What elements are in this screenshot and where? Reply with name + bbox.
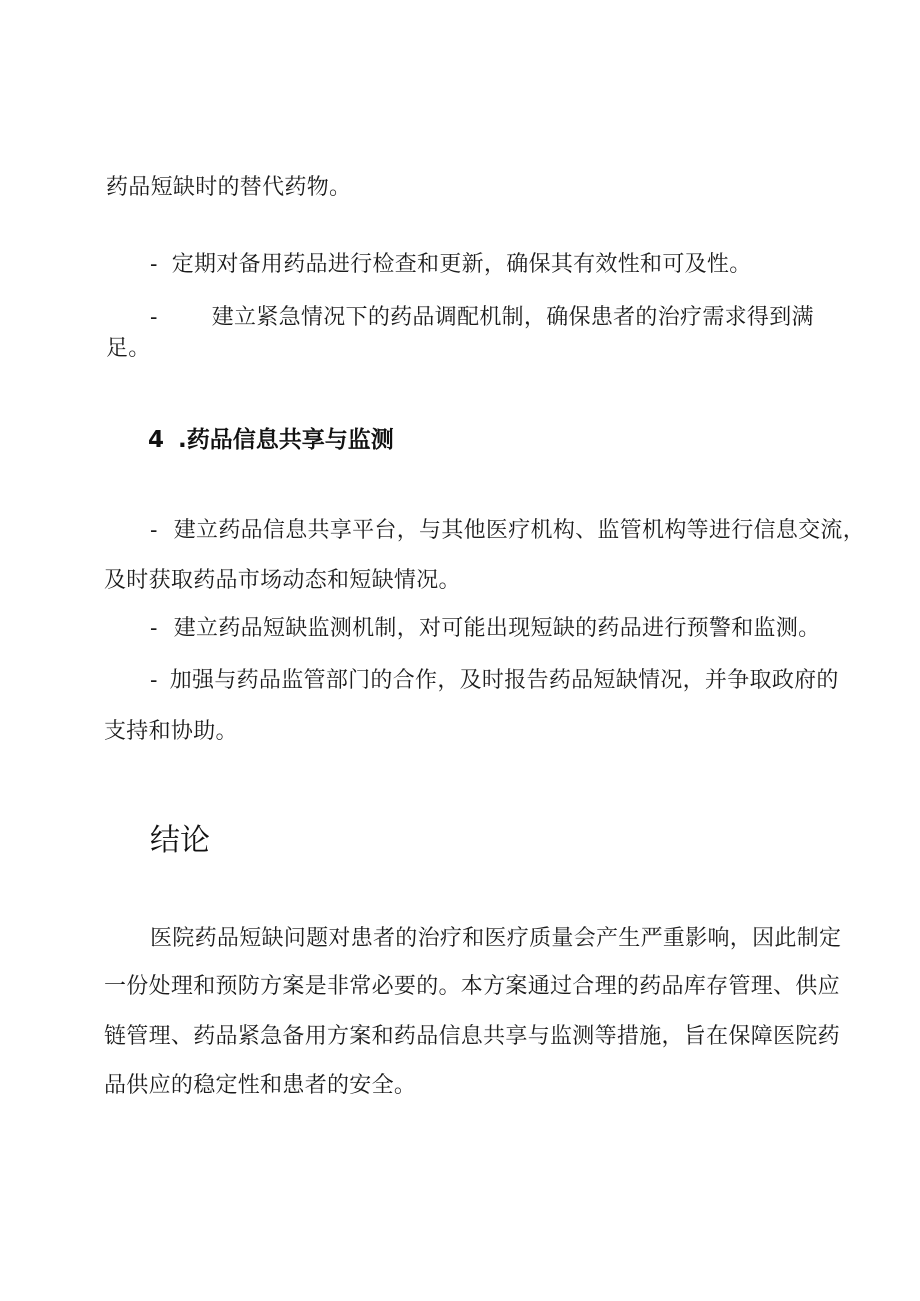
- conclusion-line: 医院药品短缺问题对患者的治疗和医疗质量会产生严重影响，因此制定: [150, 926, 842, 951]
- list-item-text: 建立药品信息共享平台，与其他医疗机构、监管机构等进行信息交流，: [173, 518, 866, 543]
- list-item-wrap: 及时获取药品市场动态和短缺情况。: [104, 568, 461, 593]
- list-item-text: 建立紧急情况下的药品调配机制，确保患者的治疗需求得到满: [211, 305, 814, 330]
- list-item: [150, 303, 814, 333]
- dash-marker: -: [150, 668, 158, 693]
- conclusion-line: 一份处理和预防方案是非常必要的。本方案通过合理的药品库存管理、供应: [104, 974, 840, 999]
- list-item: [150, 250, 752, 280]
- list-item-text: 建立药品短缺监测机制，对可能出现短缺的药品进行预警和监测。: [173, 616, 821, 641]
- list-item-text: 加强与药品监管部门的合作，及时报告药品短缺情况，并争取政府的: [169, 668, 839, 693]
- section-title: .药品信息共享与监测: [178, 427, 394, 453]
- list-item: [150, 614, 820, 644]
- section-number: 4: [148, 427, 165, 453]
- list-item-text: 定期对备用药品进行检查和更新，确保其有效性和可及性。: [171, 252, 752, 277]
- section-heading: [148, 424, 394, 456]
- list-item-wrap: 足。: [106, 336, 151, 361]
- list-item-wrap: 支持和协助。: [104, 719, 238, 744]
- continuation-text: 药品短缺时的替代药物。: [106, 175, 352, 200]
- conclusion-line: 品供应的稳定性和患者的安全。: [104, 1073, 417, 1098]
- conclusion-line: 链管理、药品紧急备用方案和药品信息共享与监测等措施，旨在保障医院药: [104, 1024, 840, 1049]
- dash-marker: -: [150, 518, 158, 543]
- list-item: [150, 516, 865, 546]
- list-item: [150, 666, 839, 696]
- conclusion-heading: 结论: [150, 823, 210, 858]
- dash-marker: -: [150, 616, 158, 641]
- dash-marker: -: [150, 305, 158, 330]
- dash-marker: -: [150, 252, 158, 277]
